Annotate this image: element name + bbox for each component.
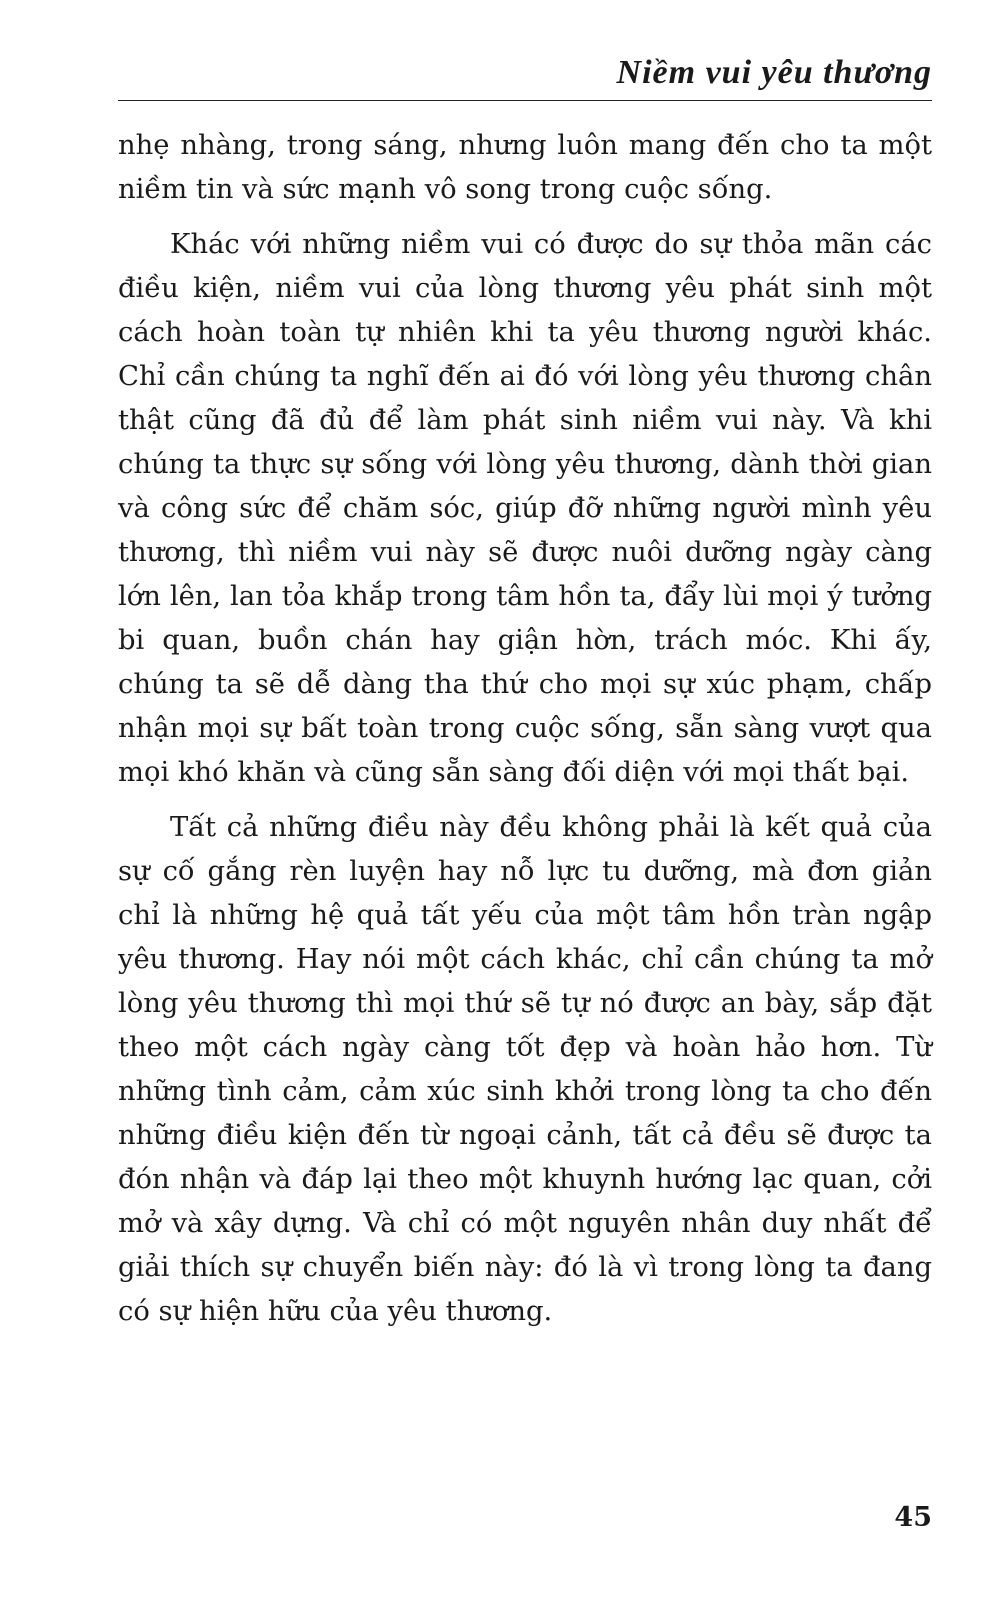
running-header bbox=[118, 48, 932, 101]
page-number: 45 bbox=[894, 1502, 932, 1533]
paragraph: Khác với những niềm vui có được do sự thỏa mãn các điều kiện, niềm vui của lòng thương yêu phát sinh một cách hoàn toàn tự nhiên khi ta yêu thương người khác. Chỉ cần chúng ta nghĩ đến ai đó với lòng yêu thương chân thật cũng đã đủ để làm phát sinh niềm vui này. Và khi chúng ta thực sự sống với lòng yêu thương, dành thời gian và công sức để chăm sóc, giúp đỡ những người mình yêu thương, thì niềm vui này sẽ được nuôi dưỡng ngày càng lớn lên, lan tỏa khắp trong tâm hồn ta, đẩy lùi mọi ý tưởng bi quan, buồn chán hay giận hờn, trách móc. Khi ấy, chúng ta sẽ dễ dàng tha thứ cho mọi sự xúc phạm, chấp nhận mọi sự bất toàn trong cuộc sống, sẵn sàng vượt qua mọi khó khăn và cũng sẵn sàng đối diện với mọi thất bại. bbox=[118, 229, 932, 788]
paragraph: Tất cả những điều này đều không phải là kết quả của sự cố gắng rèn luyện hay nỗ lực tu dưỡng, mà đơn giản chỉ là những hệ quả tất yếu của một tâm hồn tràn ngập yêu thương. Hay nói một cách khác, chỉ cần chúng ta mở lòng yêu thương thì mọi thứ sẽ tự nó được an bày, sắp đặt theo một cách ngày càng tốt đẹp và hoàn hảo hơn. Từ những tình cảm, cảm xúc sinh khởi trong lòng ta cho đến những điều kiện đến từ ngoại cảnh, tất cả đều sẽ được ta đón nhận và đáp lại theo một khuynh hướng lạc quan, cởi mở và xây dựng. Và chỉ có một nguyên nhân duy nhất để giải thích sự chuyển biến này: đó là vì trong lòng ta đang có sự hiện hữu của yêu thương. bbox=[118, 812, 932, 1327]
running-title: Niềm vui yêu thương bbox=[616, 54, 932, 91]
body-text bbox=[118, 124, 932, 1345]
paragraph-continuation: nhẹ nhàng, trong sáng, nhưng luôn mang đến cho ta một niềm tin và sức mạnh vô song trong cuộc sống. bbox=[118, 130, 932, 205]
